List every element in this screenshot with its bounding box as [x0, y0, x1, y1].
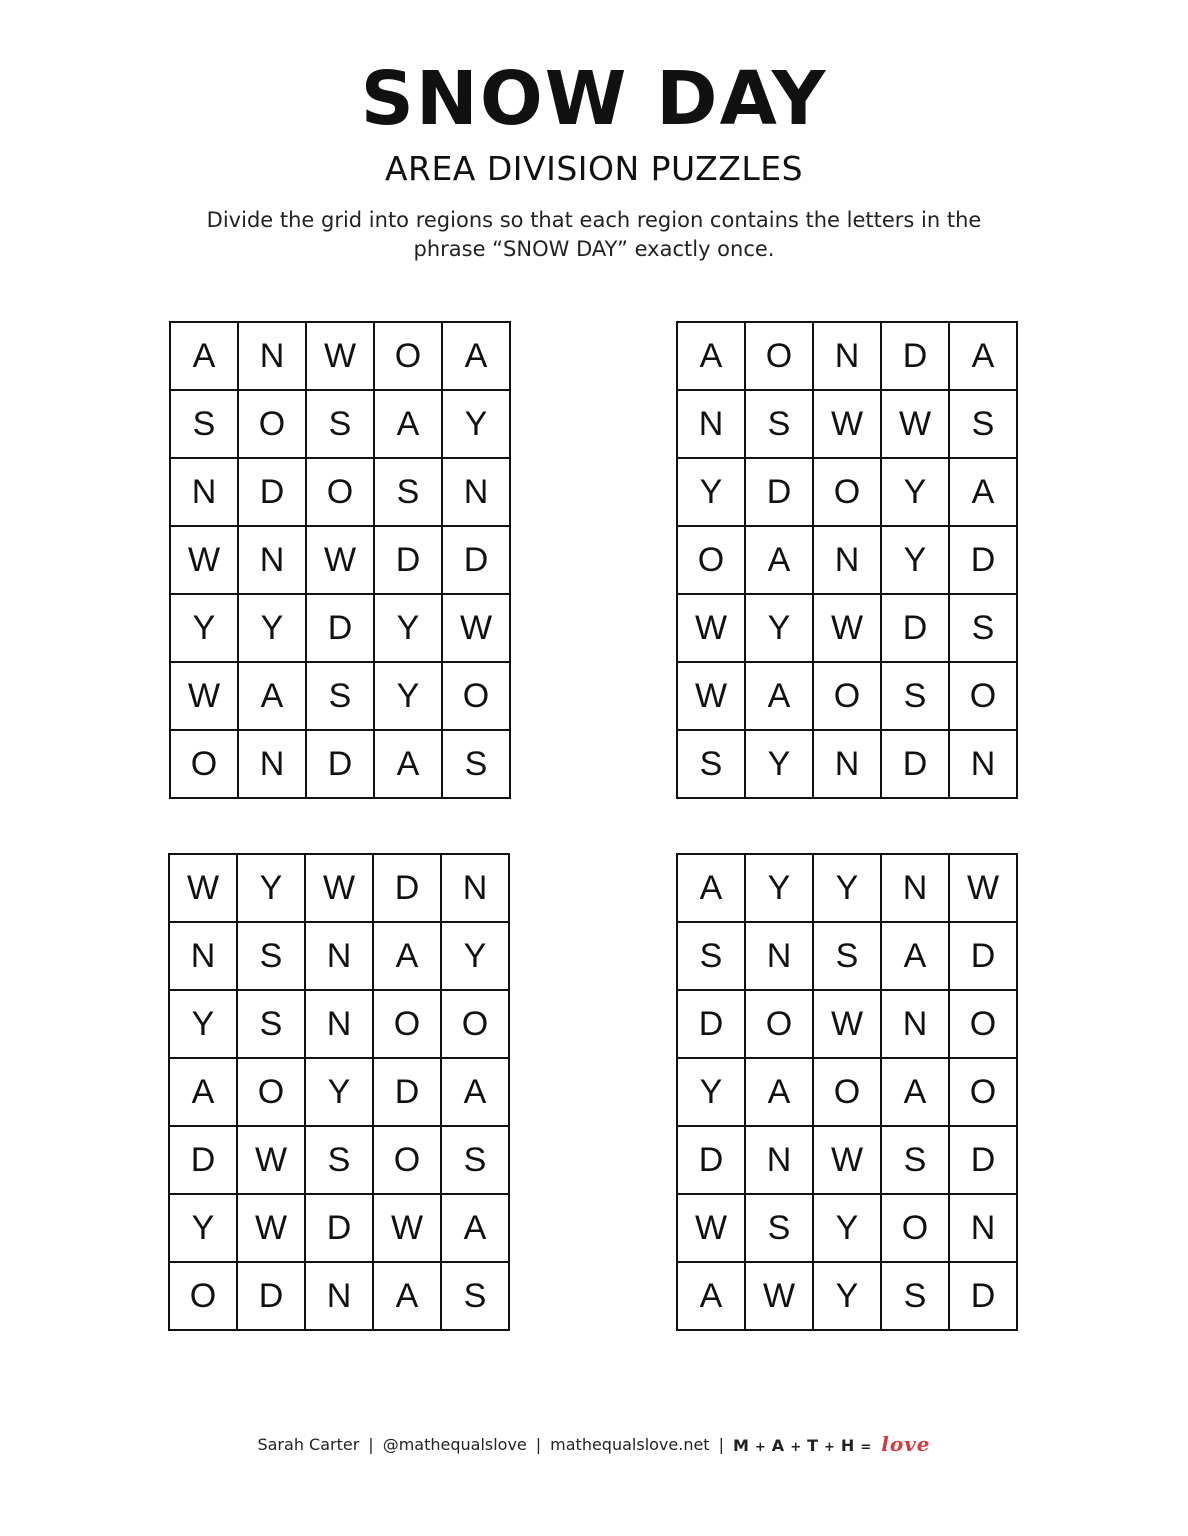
grid-cell: N	[238, 730, 306, 798]
grid-cell: S	[949, 594, 1017, 662]
footer-separator: |	[368, 1434, 374, 1454]
grid-cell: Y	[238, 594, 306, 662]
grid-cell: N	[745, 922, 813, 990]
grid-cell: O	[813, 458, 881, 526]
grid-cell: O	[745, 322, 813, 390]
grid-cell: O	[306, 458, 374, 526]
grid-cell: A	[745, 662, 813, 730]
page-subtitle: AREA DIVISION PUZZLES	[384, 149, 804, 188]
grid-cell: N	[881, 854, 949, 922]
grid-cell: Y	[813, 854, 881, 922]
grid-cell: S	[237, 990, 305, 1058]
grid-cell: N	[677, 390, 745, 458]
grid-cell: A	[441, 1194, 509, 1262]
footer-author: Sarah Carter	[257, 1434, 360, 1454]
grid-cell: D	[373, 1058, 441, 1126]
grid-cell: A	[442, 322, 510, 390]
grid-cell: S	[441, 1262, 509, 1330]
brand-letter: A	[771, 1436, 786, 1455]
brand-plus: +	[824, 1440, 836, 1455]
grid-cell: A	[745, 526, 813, 594]
grid-cell: Y	[745, 730, 813, 798]
grid-cell: S	[170, 390, 238, 458]
grid-cell: W	[169, 854, 237, 922]
grid-cell: O	[745, 990, 813, 1058]
grid-cell: W	[170, 662, 238, 730]
grid-cell: O	[949, 1058, 1017, 1126]
grid-cell: S	[813, 922, 881, 990]
grid-cell: W	[170, 526, 238, 594]
grid-cell: N	[813, 322, 881, 390]
grid-cell: O	[677, 526, 745, 594]
footer-separator: |	[718, 1434, 724, 1454]
grid-cell: A	[745, 1058, 813, 1126]
grid-cell: S	[442, 730, 510, 798]
grid-cell: W	[442, 594, 510, 662]
grid-cell: Y	[745, 594, 813, 662]
grid-cell: D	[677, 1126, 745, 1194]
grid-cell: S	[949, 390, 1017, 458]
grid-cell: W	[306, 526, 374, 594]
brand-letter: T	[807, 1436, 820, 1455]
grid-cell: S	[881, 1126, 949, 1194]
grid-cell: D	[238, 458, 306, 526]
grid-cell: W	[373, 1194, 441, 1262]
grid-cell: Y	[677, 458, 745, 526]
footer-website: mathequalslove.net	[550, 1434, 710, 1454]
grid-cell: D	[745, 458, 813, 526]
puzzle-grid-3	[168, 853, 510, 1331]
grid-cell: Y	[881, 458, 949, 526]
grid-cell: O	[813, 1058, 881, 1126]
grid-cell: W	[677, 1194, 745, 1262]
grid-cell: N	[881, 990, 949, 1058]
grid-cell: Y	[374, 594, 442, 662]
brand-plus: +	[790, 1440, 803, 1455]
instructions	[180, 206, 1008, 264]
grid-cell: S	[441, 1126, 509, 1194]
grid-cell: Y	[441, 922, 509, 990]
grid-cell: Y	[813, 1262, 881, 1330]
grid-cell: D	[881, 322, 949, 390]
grid-cell: S	[745, 390, 813, 458]
brand-equals: =	[860, 1440, 873, 1455]
footer-handle: @mathequalslove	[382, 1434, 527, 1454]
grid-cell: D	[237, 1262, 305, 1330]
grid-cell: Y	[305, 1058, 373, 1126]
grid-cell: A	[881, 1058, 949, 1126]
brand-letter: M	[732, 1436, 750, 1455]
grid-cell: W	[813, 594, 881, 662]
grid-cell: N	[305, 990, 373, 1058]
grid-cell: D	[442, 526, 510, 594]
grid-cell: N	[238, 526, 306, 594]
grid-cell: W	[813, 990, 881, 1058]
grid-cell: S	[306, 390, 374, 458]
instructions-line-2: phrase “SNOW DAY” exactly once.	[413, 237, 775, 261]
grid-cell: S	[881, 662, 949, 730]
grid-cell: A	[374, 730, 442, 798]
grid-cell: W	[745, 1262, 813, 1330]
grid-cell: S	[745, 1194, 813, 1262]
grid-cell: Y	[169, 990, 237, 1058]
grid-cell: N	[745, 1126, 813, 1194]
grid-cell: D	[881, 594, 949, 662]
grid-cell: Y	[881, 526, 949, 594]
grid-cell: W	[677, 594, 745, 662]
grid-cell: S	[306, 662, 374, 730]
grid-cell: D	[949, 1126, 1017, 1194]
grid-cell: O	[813, 662, 881, 730]
puzzle-grid-4	[676, 853, 1018, 1331]
grid-cell: D	[306, 594, 374, 662]
grid-cell: W	[237, 1126, 305, 1194]
grid-cell: Y	[374, 662, 442, 730]
grid-cell: O	[881, 1194, 949, 1262]
grid-cell: W	[813, 1126, 881, 1194]
grid-cell: D	[949, 1262, 1017, 1330]
grid-cell: O	[949, 662, 1017, 730]
grid-cell: N	[813, 730, 881, 798]
brand-letter: H	[840, 1436, 856, 1455]
brand-plus: +	[754, 1440, 767, 1455]
grid-cell: A	[373, 922, 441, 990]
grid-cell: D	[949, 526, 1017, 594]
grid-cell: N	[169, 922, 237, 990]
grid-cell: Y	[813, 1194, 881, 1262]
grid-cell: N	[949, 730, 1017, 798]
grid-cell: S	[677, 922, 745, 990]
grid-cell: D	[949, 922, 1017, 990]
grid-cell: W	[305, 854, 373, 922]
grid-cell: A	[949, 322, 1017, 390]
puzzle-grid-2	[676, 321, 1018, 799]
instructions-line-1: Divide the grid into regions so that each region contains the letters in the	[206, 208, 982, 232]
grid-cell: Y	[442, 390, 510, 458]
grid-cell: A	[881, 922, 949, 990]
grid-cell: O	[373, 990, 441, 1058]
grid-cell: O	[238, 390, 306, 458]
grid-cell: A	[373, 1262, 441, 1330]
grid-cell: A	[677, 1262, 745, 1330]
page-title: SNOW DAY	[360, 56, 828, 142]
grid-cell: O	[374, 322, 442, 390]
grid-cell: Y	[170, 594, 238, 662]
grid-cell: O	[237, 1058, 305, 1126]
grid-cell: N	[238, 322, 306, 390]
brand-love-script: love	[881, 1432, 931, 1456]
grid-cell: O	[441, 990, 509, 1058]
grid-cell: A	[949, 458, 1017, 526]
grid-cell: S	[237, 922, 305, 990]
grid-cell: N	[305, 1262, 373, 1330]
grid-cell: A	[677, 854, 745, 922]
grid-cell: W	[237, 1194, 305, 1262]
grid-cell: W	[306, 322, 374, 390]
grid-cell: W	[949, 854, 1017, 922]
grid-cell: A	[374, 390, 442, 458]
grid-cell: D	[305, 1194, 373, 1262]
grid-cell: W	[813, 390, 881, 458]
grid-cell: N	[170, 458, 238, 526]
grid-cell: O	[373, 1126, 441, 1194]
grid-cell: D	[677, 990, 745, 1058]
grid-cell: N	[442, 458, 510, 526]
grid-cell: S	[374, 458, 442, 526]
grid-cell: D	[306, 730, 374, 798]
grid-cell: D	[169, 1126, 237, 1194]
grid-cell: S	[305, 1126, 373, 1194]
grid-cell: A	[238, 662, 306, 730]
grid-cell: D	[373, 854, 441, 922]
grid-cell: S	[677, 730, 745, 798]
grid-cell: A	[441, 1058, 509, 1126]
grid-cell: O	[442, 662, 510, 730]
grid-cell: O	[170, 730, 238, 798]
grid-cell: Y	[745, 854, 813, 922]
puzzle-grid-1	[169, 321, 511, 799]
grid-cell: O	[949, 990, 1017, 1058]
grid-cell: N	[305, 922, 373, 990]
grid-cell: Y	[237, 854, 305, 922]
footer-separator: |	[535, 1434, 542, 1454]
grid-cell: N	[949, 1194, 1017, 1262]
grid-cell: S	[881, 1262, 949, 1330]
grid-cell: N	[441, 854, 509, 922]
grid-cell: N	[813, 526, 881, 594]
grid-cell: A	[170, 322, 238, 390]
grid-cell: D	[374, 526, 442, 594]
grid-cell: W	[677, 662, 745, 730]
grid-cell: D	[881, 730, 949, 798]
brand-logo	[733, 1432, 931, 1456]
grid-cell: Y	[677, 1058, 745, 1126]
grid-cell: A	[169, 1058, 237, 1126]
grid-cell: A	[677, 322, 745, 390]
grid-cell: O	[169, 1262, 237, 1330]
grid-cell: Y	[169, 1194, 237, 1262]
grid-cell: W	[881, 390, 949, 458]
footer	[0, 1432, 1188, 1456]
